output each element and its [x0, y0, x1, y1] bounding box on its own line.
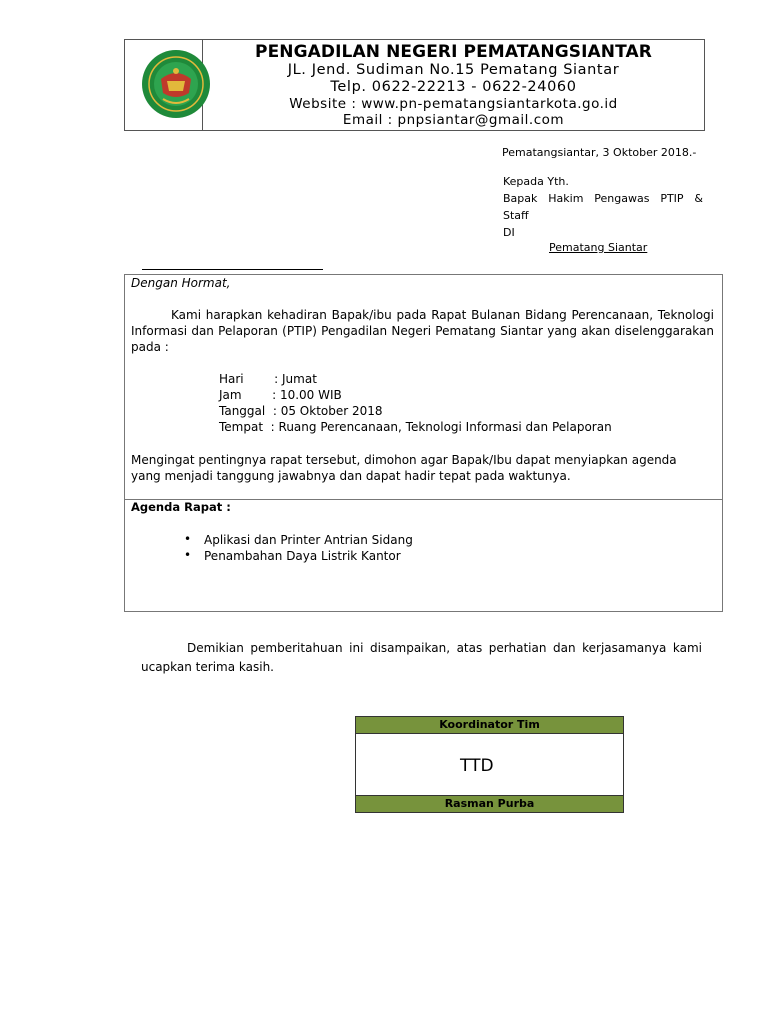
invitation-paragraph: Kami harapkan kehadiran Bapak/ibu pada Rapat Bulanan Bidang Perencanaan, Teknologi Informasi dan Pelaporan (PTIP) Pengadilan Negeri Pematang Siantar yang akan diselenggarakan pada :	[131, 308, 714, 354]
recipient-line: Kepada Yth.	[503, 175, 569, 188]
closing-paragraph: Demikian pemberitahuan ini disampaikan, atas perhatian dan kerjasamanya kami ucapkan terima kasih.	[141, 641, 702, 674]
recipient-block	[503, 173, 703, 241]
recipient-line: Bapak Hakim Pengawas PTIP &	[503, 192, 703, 205]
bullet-icon: •	[184, 548, 192, 562]
logo-cell	[125, 40, 203, 130]
reminder-paragraph: Mengingat pentingnya rapat tersebut, dimohon agar Bapak/Ibu dapat menyiapkan agenda yang menjadi tanggung jawabnya dan dapat hadir tepat pada waktunya.	[131, 453, 677, 483]
signature-area	[356, 733, 623, 796]
signature-table	[355, 716, 624, 813]
signature-ttd: TTD	[460, 756, 494, 776]
letterhead	[124, 39, 705, 131]
detail-day: Hari : Jumat	[219, 372, 317, 386]
detail-date: Tanggal : 05 Oktober 2018	[219, 404, 383, 418]
court-email: Email : pnpsiantar@gmail.com	[342, 112, 565, 128]
bullet-icon: •	[184, 532, 192, 546]
court-emblem-icon	[141, 49, 211, 119]
court-website: Website : www.pn-pematangsiantarkota.go.id	[289, 96, 618, 112]
court-phone: Telp. 0622-22213 - 0622-24060	[330, 79, 577, 95]
recipient-line: Staff	[503, 209, 529, 222]
recipient-line: DI	[503, 226, 515, 239]
detail-place: Tempat : Ruang Perencanaan, Teknologi Informasi dan Pelaporan	[219, 420, 612, 434]
recipient-place: Pematang Siantar	[549, 241, 648, 254]
detail-time: Jam : 10.00 WIB	[219, 388, 342, 402]
greeting: Dengan Hormat,	[131, 276, 231, 290]
agenda-item: Aplikasi dan Printer Antrian Sidang	[204, 533, 413, 547]
court-address: JL. Jend. Sudiman No.15 Pematang Siantar	[287, 62, 620, 78]
court-name: PENGADILAN NEGERI PEMATANGSIANTAR	[255, 42, 652, 62]
agenda-title: Agenda Rapat :	[131, 500, 231, 514]
agenda-item: Penambahan Daya Listrik Kantor	[204, 549, 401, 563]
letter-date: Pematangsiantar, 3 Oktober 2018.-	[502, 146, 697, 159]
signature-role: Koordinator Tim	[356, 717, 623, 733]
divider-line	[142, 269, 323, 270]
signatory-name: Rasman Purba	[356, 796, 623, 812]
